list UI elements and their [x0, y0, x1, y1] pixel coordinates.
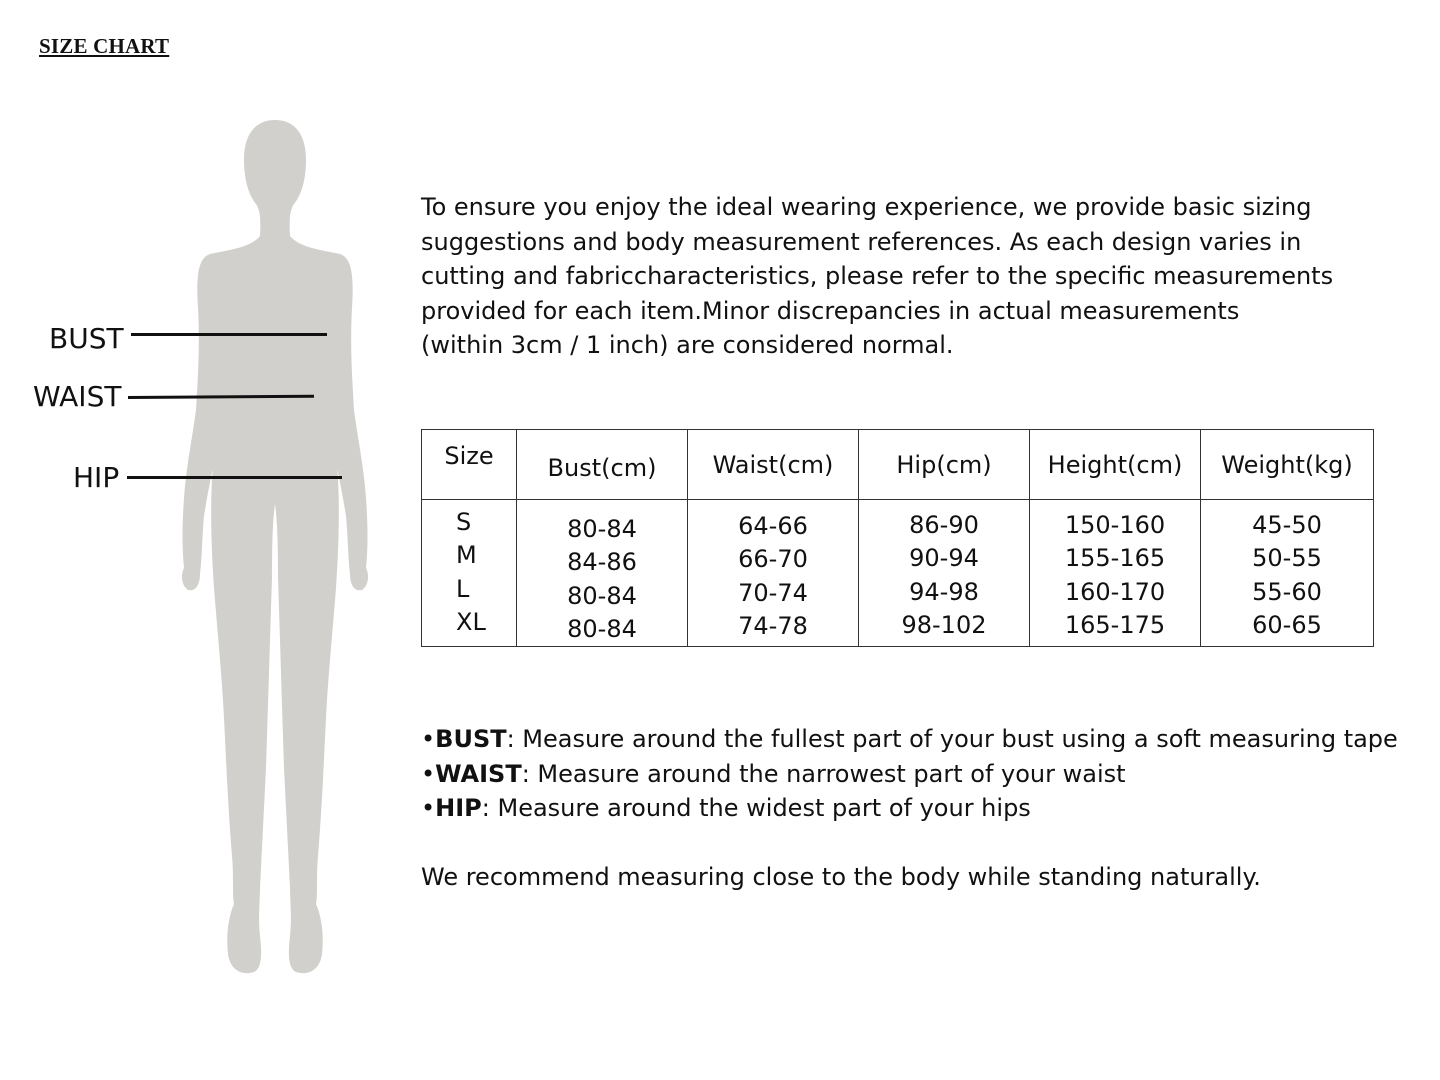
- note-hip: [421, 791, 1398, 826]
- intro-line: To ensure you enjoy the ideal wearing experience, we provide basic sizing: [421, 193, 1312, 221]
- bust-value: 80-84: [567, 581, 637, 610]
- header-size: Size: [422, 430, 517, 500]
- body-silhouette-icon: [170, 118, 380, 980]
- size-value: XL: [456, 607, 486, 636]
- bullet: •: [421, 725, 436, 753]
- table-row: [422, 500, 1374, 647]
- page-title: SIZE CHART: [39, 34, 170, 58]
- note-term: WAIST: [435, 759, 522, 788]
- intro-line: cutting and fabriccharacteristics, please refer to the specific measurements: [421, 262, 1334, 290]
- waist-label: WAIST: [33, 380, 122, 413]
- height-value: 165-175: [1064, 610, 1166, 639]
- intro-line: provided for each item.Minor discrepancies in actual measurements: [421, 296, 1240, 325]
- height-value: 155-165: [1064, 544, 1166, 573]
- note-text: : Measure around the fullest part of your bust using a soft measuring tape: [506, 725, 1398, 753]
- bullet: •: [421, 759, 436, 788]
- size-column: [422, 500, 517, 647]
- weight-value: 45-50: [1252, 511, 1322, 539]
- hip-column: [859, 500, 1030, 647]
- header-waist: Waist(cm): [688, 430, 859, 500]
- bust-label: BUST: [49, 322, 124, 355]
- weight-value: 55-60: [1252, 577, 1322, 606]
- waist-value: 74-78: [738, 611, 808, 640]
- hip-value: 98-102: [901, 610, 987, 639]
- bust-line: [131, 333, 327, 336]
- weight-value: 50-55: [1252, 544, 1322, 573]
- waist-value: 70-74: [738, 578, 808, 607]
- size-value: M: [456, 541, 477, 570]
- hip-value: 86-90: [909, 511, 979, 539]
- waist-value: 64-66: [738, 512, 808, 540]
- header-hip: Hip(cm): [859, 430, 1030, 500]
- waist-column: [688, 500, 859, 647]
- note-bust: [421, 722, 1398, 757]
- body-silhouette-figure: [170, 118, 380, 980]
- bust-value: 80-84: [567, 614, 637, 643]
- hip-label: HIP: [73, 461, 120, 494]
- bust-column: [517, 500, 688, 647]
- bullet: •: [421, 794, 436, 822]
- intro-paragraph: [421, 190, 1341, 363]
- recommendation-text: We recommend measuring close to the body while standing naturally.: [421, 863, 1261, 891]
- height-value: 160-170: [1064, 577, 1166, 606]
- hip-line: [127, 476, 342, 479]
- bust-value: 84-86: [567, 548, 637, 577]
- measurement-notes: [421, 722, 1398, 826]
- waist-value: 66-70: [738, 545, 808, 574]
- hip-value: 94-98: [909, 577, 979, 606]
- header-weight: Weight(kg): [1201, 430, 1374, 500]
- weight-value: 60-65: [1252, 610, 1322, 639]
- table-header-row: [422, 430, 1374, 500]
- size-value: S: [456, 508, 472, 536]
- intro-line: (within 3cm / 1 inch) are considered normal.: [421, 331, 954, 359]
- note-text: : Measure around the narrowest part of your waist: [521, 759, 1126, 788]
- note-text: : Measure around the widest part of your hips: [481, 794, 1031, 822]
- note-waist: [421, 757, 1398, 792]
- header-bust: Bust(cm): [517, 430, 688, 500]
- height-value: 150-160: [1064, 511, 1166, 539]
- hip-value: 90-94: [909, 544, 979, 573]
- note-term: BUST: [435, 725, 507, 753]
- size-value: L: [456, 574, 470, 603]
- note-term: HIP: [435, 794, 482, 822]
- size-table: [421, 429, 1374, 647]
- height-column: [1030, 500, 1201, 647]
- weight-column: [1201, 500, 1374, 647]
- intro-line: suggestions and body measurement references. As each design varies in: [421, 227, 1302, 256]
- header-height: Height(cm): [1030, 430, 1201, 500]
- bust-value: 80-84: [567, 515, 637, 543]
